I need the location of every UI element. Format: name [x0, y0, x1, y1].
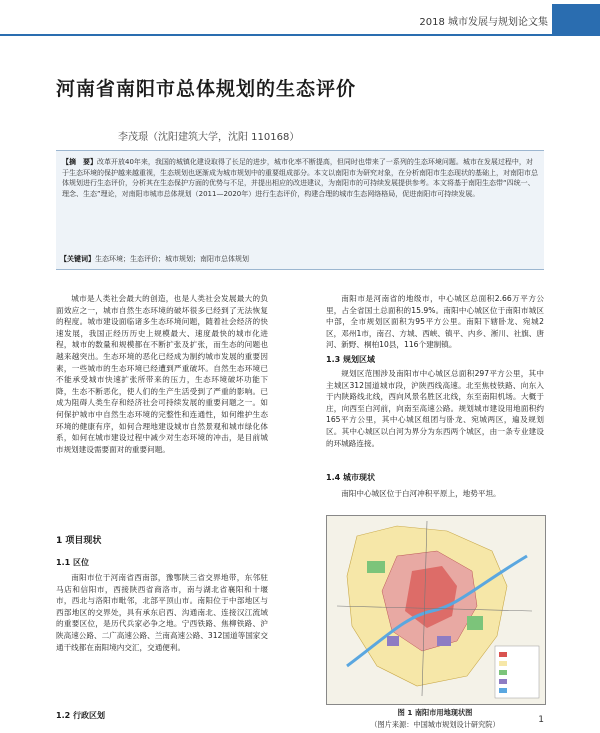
intro-paragraph: 城市是人类社会最大的创造，也是人类社会发展最大的负面效应之一，城市自然生态环境的破坏很多已经到了无法恢复的程度。城市建设面临诸多生态环境问题，随着社会经济的快速发展，我国正经历历史上规模最大、速度最快的城市化进程，城市的数量和规模都在不断扩张及扩张，而生态的问题也越来越突出。生态环境的恶化已经成为制约城市发展的重要因素，一些城市的生态环境已经遭到严重破坏。自然生态环境已不能承受城市快速扩张所带来的压力，生态环境破坏功能下降，生态不断恶化，使人们的生产生活受到了严重的影响。已成为阻碍人类生存和经济社会可持续发展的重要问题之一。如何保护城市中自然生态环境的完整性和连通性，如何维护生态环境的健康有序，如何合理地建设城市自然景观和城市绿化体系，如何在城市建设过程中减少对生态环境的冲击，是目前城市规划建设需要面对的重要问题。 — [56, 294, 268, 454]
figure-caption: 图 1 南阳市用地现状图 — [397, 708, 473, 717]
location-paragraph: 南阳市位于河南省西南部，豫鄂陕三省交界地带，东邻驻马店和信阳市，西接陕西省商洛市，南与湖北省襄阳和十堰市，西北与洛阳市毗邻，北部平顶山市。南阳位于中部地区与西部地区的交界处，具有承东启西、沟通南北、连接汉江流域的重要区位，是历代兵家必争之地。宁西铁路、焦柳铁路、沪陕高速公路、二广高速公路、兰南高速公路、312国道等国家交通干线都在南阳境内交汇，交通便利。 — [56, 573, 268, 652]
abstract-paragraph — [62, 157, 538, 199]
keywords-line — [60, 254, 249, 264]
land-use-map-figure — [326, 515, 546, 705]
section-heading-1-1: 1.1 区位 — [56, 558, 89, 567]
admin-paragraph: 南阳市是河南省的地级市，中心城区总面积2.66万平方公里，占全省国土总面积的15.9%。南阳中心城区位于南阳市城区中部，全市规划区面积为95平方公里。南阳下辖卧龙、宛城2区，邓州1市，南召、方城、西峡、镇平、内乡、淅川、社旗、唐河、新野、桐柏10县，116个建制镇。 — [326, 294, 544, 350]
abstract-label: 【摘 要】 — [62, 158, 97, 166]
admin-block — [326, 293, 544, 351]
section-heading-1: 1 项目现状 — [56, 536, 102, 546]
city-status-block — [326, 488, 544, 502]
planning-area-paragraph: 规划区范围涉及南阳市中心城区总面积297平方公里，其中主城区312国道城市段，沪陕西线高速。北至焦枝铁路、向东入于内陕路线北线，西向风景名胜区北线，东至南阳机场。大概于庄，向西至白河前，向南至高速公路。规划城市建设用地面积约165平方公里，其中心城区组团与卧龙、宛城两区，遍及规划区。其中心城区以白河为界分为东西两个城区，由一条专业建设的环城路连接。 — [326, 369, 544, 448]
running-header — [0, 0, 600, 40]
city-status-paragraph: 南阳中心城区位于白河冲积平原上，地势平坦。 — [341, 489, 501, 498]
journal-name: 2018 城市发展与规划论文集 — [419, 17, 548, 28]
header-rule — [0, 34, 600, 36]
figure-source: （图片来源：中国城市规划设计研究院） — [370, 720, 500, 729]
author-line: 李茂璟（沈阳建筑大学，沈阳 110168） — [118, 132, 300, 143]
abstract-text: 改革开放40年来，我国的城镇化建设取得了长足的进步，城市化率不断提高，但同时也带来了一系列的生态环境问题。城市在发展过程中，对于生态环境的保护越来越重视，生态规划也逐渐成为城市规划中的重要组成部分。本文以南阳市为研究对象，在分析南阳市生态现状的基础上，对南阳市总体规划进行生态评价，分析其在生态保护方面的优势与不足，并提出相应的改进建议，为南阳市的可持续发展提供参考。本文将基于南阳生态带“四统一、理念、生态”理论，对南阳市城市总体规划（2011—2020年）进行生态评价，构建合理的城市生态网络格局，促进南阳市可持续发展。 — [62, 158, 538, 198]
page-number: 1 — [538, 715, 544, 725]
location-block — [56, 572, 268, 710]
keywords-label: 【关键词】 — [60, 255, 95, 263]
abstract-box — [56, 150, 544, 270]
header-color-block — [552, 4, 600, 36]
section-heading-1-2: 1.2 行政区划 — [56, 711, 105, 720]
keywords-text: 生态环境；生态评价；城市规划；南阳市总体规划 — [95, 255, 249, 263]
section-heading-1-3: 1.3 规划区域 — [326, 355, 375, 364]
planning-area-block — [326, 368, 544, 464]
land-use-map — [327, 516, 545, 704]
section-heading-1-4: 1.4 城市现状 — [326, 473, 375, 482]
paper-title: 河南省南阳市总体规划的生态评价 — [56, 78, 357, 100]
intro-block — [56, 293, 268, 521]
